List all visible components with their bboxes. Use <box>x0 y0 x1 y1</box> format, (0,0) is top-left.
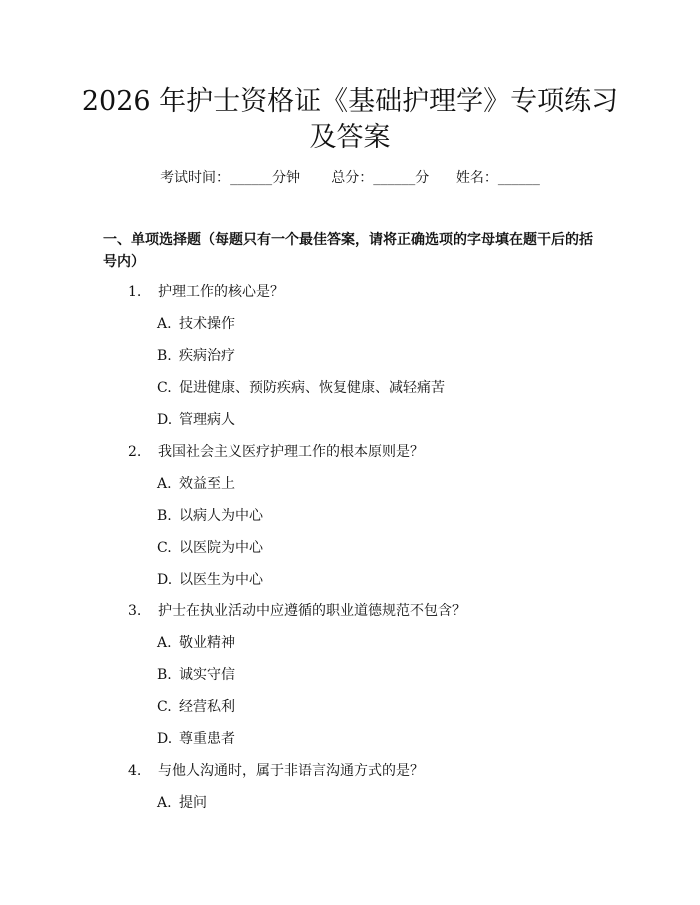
option-text: 以医院为中心 <box>179 540 263 556</box>
question-number: 2. <box>128 444 142 460</box>
option-text: 效益至上 <box>179 476 235 492</box>
option-letter: A. <box>157 635 172 651</box>
option-1b <box>157 346 235 366</box>
option-3d <box>157 729 235 749</box>
option-text: 尊重患者 <box>179 731 235 747</box>
option-text: 疾病治疗 <box>179 348 235 364</box>
question-number: 3. <box>128 603 142 619</box>
option-text: 管理病人 <box>179 412 235 428</box>
question-2 <box>128 442 424 462</box>
option-2d <box>157 570 263 590</box>
option-text: 提问 <box>179 795 207 811</box>
document-title-line2: 及答案 <box>309 122 391 153</box>
option-text: 以病人为中心 <box>179 508 263 524</box>
option-text: 促进健康、预防疾病、恢复健康、减轻痛苦 <box>179 380 445 396</box>
section-heading-line1: 一、单项选择题（每题只有一个最佳答案，请将正确选项的字母填在题干后的括 <box>103 232 593 248</box>
score-label: 总分： <box>331 170 374 186</box>
option-3b <box>157 665 235 685</box>
time-unit: 分钟 <box>272 170 301 186</box>
time-blank: ______ <box>230 170 273 186</box>
option-3c <box>157 697 235 717</box>
option-letter: D. <box>157 572 173 588</box>
exam-meta <box>0 168 700 188</box>
option-letter: C. <box>157 540 172 556</box>
score-blank: ______ <box>373 170 416 186</box>
option-text: 以医生为中心 <box>179 572 263 588</box>
score-unit: 分 <box>415 170 430 186</box>
option-3a <box>157 633 235 653</box>
question-text: 护士在执业活动中应遵循的职业道德规范不包含？ <box>158 603 466 619</box>
question-3 <box>128 601 466 621</box>
option-letter: D. <box>157 731 173 747</box>
option-2b <box>157 506 263 526</box>
option-letter: D. <box>157 412 173 428</box>
option-2c <box>157 538 263 558</box>
option-1a <box>157 314 235 334</box>
option-text: 经营私利 <box>179 699 235 715</box>
option-letter: A. <box>157 476 172 492</box>
option-1d <box>157 410 235 430</box>
option-letter: C. <box>157 699 172 715</box>
option-4a <box>157 793 207 813</box>
option-2a <box>157 474 235 494</box>
question-4 <box>128 761 424 781</box>
name-label: 姓名： <box>455 170 498 186</box>
question-number: 1. <box>128 284 142 300</box>
time-label: 考试时间： <box>160 170 231 186</box>
section-heading-line2: 号内） <box>103 254 145 270</box>
option-letter: B. <box>157 667 172 683</box>
option-letter: A. <box>157 316 172 332</box>
option-text: 技术操作 <box>179 316 235 332</box>
option-text: 敬业精神 <box>179 635 235 651</box>
option-letter: C. <box>157 380 172 396</box>
name-blank: ______ <box>497 170 540 186</box>
document-title-line1: 2026 年护士资格证《基础护理学》专项练习 <box>81 86 619 117</box>
question-text: 护理工作的核心是？ <box>158 284 284 300</box>
option-1c <box>157 378 445 398</box>
option-letter: B. <box>157 348 172 364</box>
option-text: 诚实守信 <box>179 667 235 683</box>
question-number: 4. <box>128 763 142 779</box>
question-text: 我国社会主义医疗护理工作的根本原则是？ <box>158 444 424 460</box>
option-letter: A. <box>157 795 172 811</box>
question-1 <box>128 282 284 302</box>
option-letter: B. <box>157 508 172 524</box>
question-text: 与他人沟通时，属于非语言沟通方式的是？ <box>158 763 424 779</box>
